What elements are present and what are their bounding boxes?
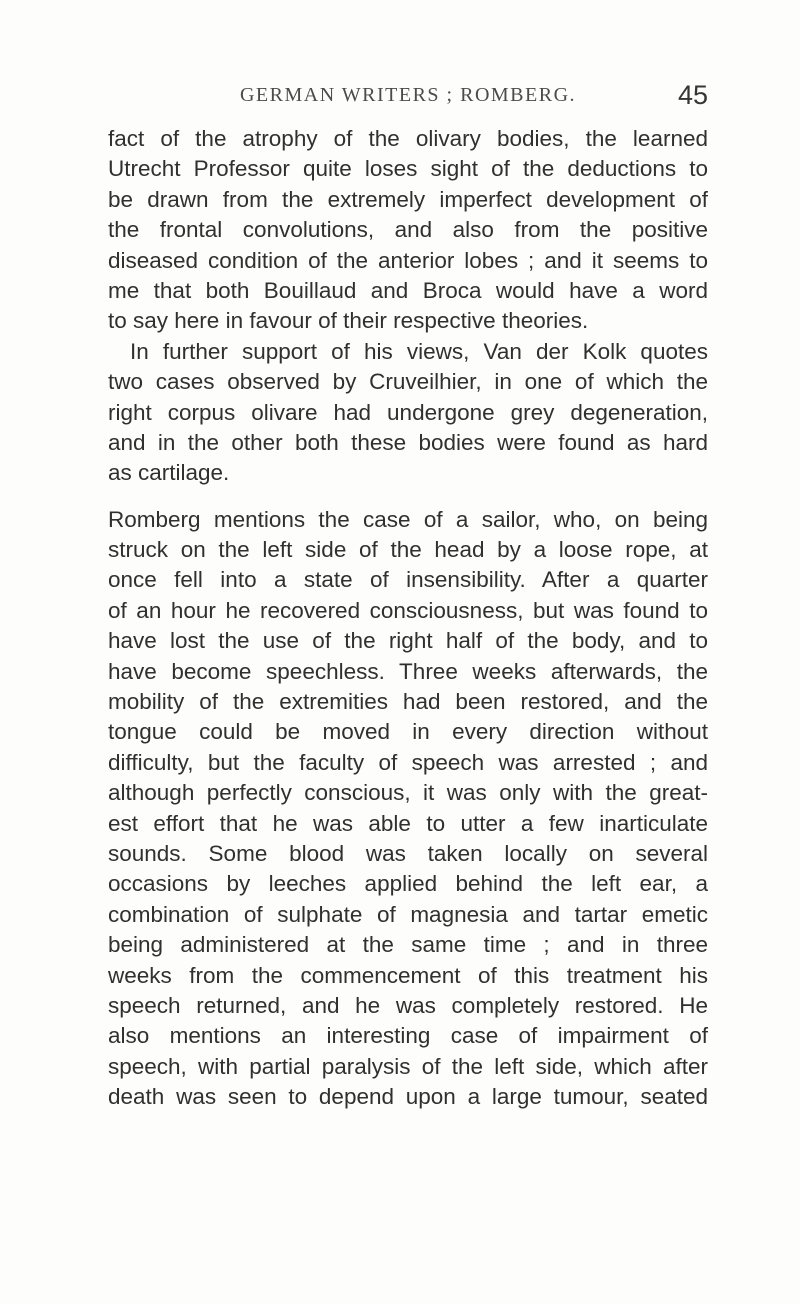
text-line: diseased condition of the anterior lobes ; and it seems to xyxy=(108,247,708,273)
text-line: and in the other both these bodies were found as hard xyxy=(108,429,708,455)
text-line: being administered at the same time ; and in three xyxy=(108,932,708,958)
paragraph-1 xyxy=(108,124,708,337)
running-head-title: GERMAN WRITERS ; ROMBERG. xyxy=(239,84,577,106)
text-line: right corpus olivare had undergone grey degeneration, xyxy=(108,399,708,425)
text-line: Romberg mentions the case of a sailor, who, on being xyxy=(108,506,708,532)
text-line: difficulty, but the faculty of speech was arrested ; and xyxy=(108,749,708,775)
text-line: occasions by leeches applied behind the left ear, a xyxy=(108,871,708,897)
text-line: of an hour he recovered consciousness, but was found to xyxy=(108,597,708,623)
text-line: have become speechless. Three weeks afterwards, the xyxy=(108,658,708,684)
text-line: although perfectly conscious, it was only with the great- xyxy=(108,780,708,806)
text-line: death was seen to depend upon a large tumour, seated xyxy=(108,1084,708,1110)
text-line: speech returned, and he was completely restored. He xyxy=(108,992,708,1018)
text-line: combination of sulphate of magnesia and tartar emetic xyxy=(108,901,708,927)
text-line: sounds. Some blood was taken locally on several xyxy=(108,840,708,866)
text-line: mobility of the extremities had been restored, and the xyxy=(108,689,708,715)
text-line: tongue could be moved in every direction without xyxy=(108,719,708,745)
text-line: be drawn from the extremely imperfect development of xyxy=(108,186,708,212)
page-number: 45 xyxy=(677,80,708,110)
paragraph-spacing xyxy=(108,489,708,505)
paragraph-3 xyxy=(108,505,708,1113)
text-line: two cases observed by Cruveilhier, in one of which the xyxy=(108,369,708,395)
text-line: to say here in favour of their respective theories. xyxy=(108,308,589,334)
text-line: speech, with partial paralysis of the left side, which after xyxy=(108,1053,708,1079)
text-line: struck on the left side of the head by a loose rope, at xyxy=(108,537,708,563)
text-line: est effort that he was able to utter a few inarticulate xyxy=(108,810,708,836)
body-text xyxy=(108,124,708,1113)
paragraph-2 xyxy=(108,337,708,489)
text-line: also mentions an interesting case of impairment of xyxy=(108,1023,708,1049)
text-line: Utrecht Professor quite loses sight of the deductions to xyxy=(108,156,708,182)
text-line: In further support of his views, Van der Kolk quotes xyxy=(130,338,708,364)
text-line: fact of the atrophy of the olivary bodies, the learned xyxy=(108,126,708,151)
text-line: the frontal convolutions, and also from the positive xyxy=(108,217,708,243)
text-line: once fell into a state of insensibility. After a quarter xyxy=(108,567,708,593)
text-line: as cartilage. xyxy=(108,460,230,486)
text-line: have lost the use of the right half of the body, and to xyxy=(108,628,708,654)
text-line: me that both Bouillaud and Broca would have a word xyxy=(108,277,708,303)
text-line: weeks from the commencement of this treatment his xyxy=(108,962,708,988)
running-head xyxy=(108,80,708,116)
